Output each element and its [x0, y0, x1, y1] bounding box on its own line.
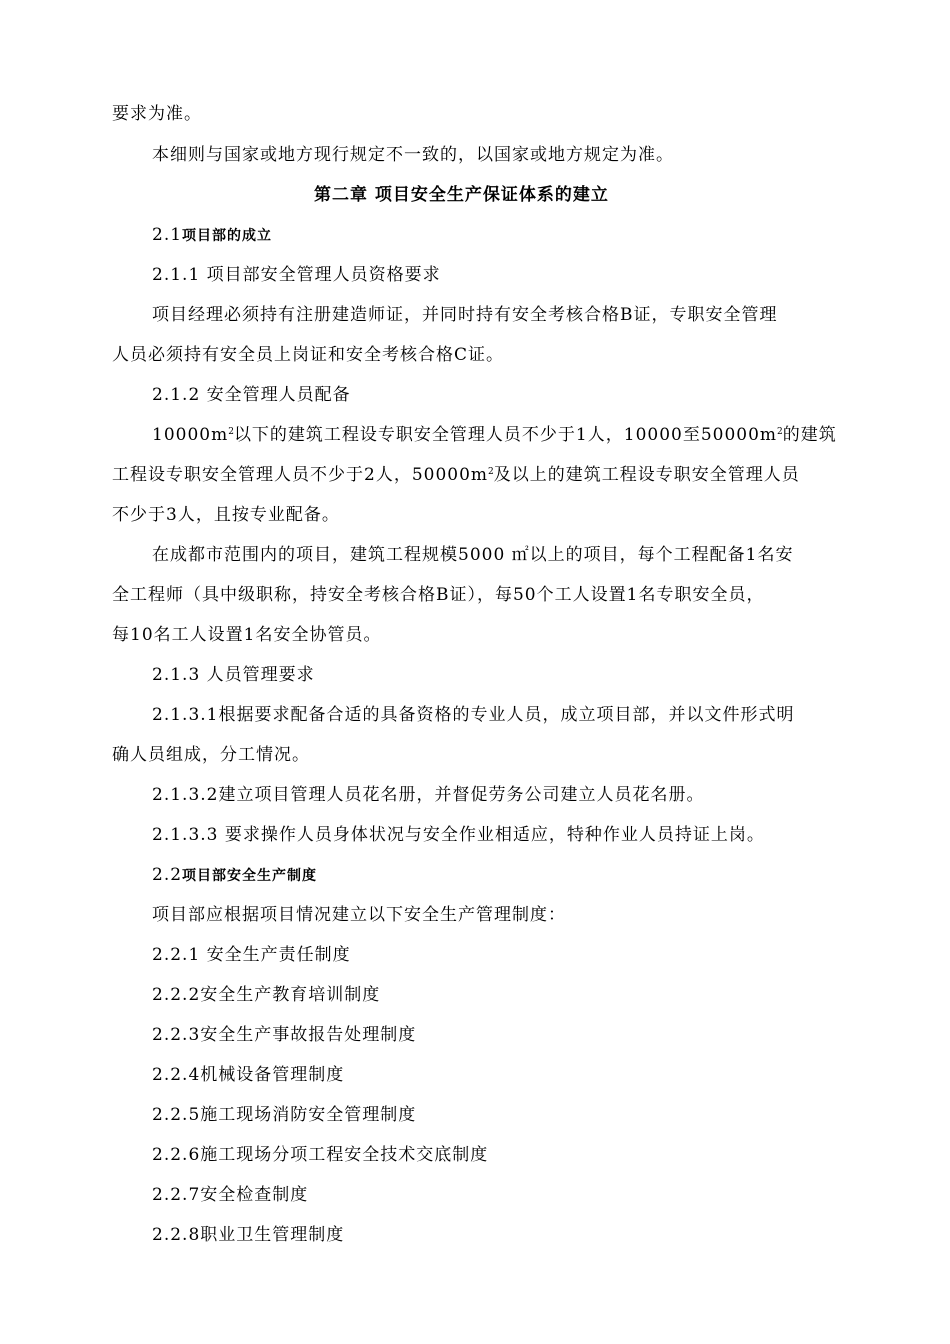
- section-number: 2.1: [152, 225, 183, 245]
- chapter-title: 第二章 项目安全生产保证体系的建立: [314, 185, 609, 205]
- list-item: 2.2.3安全生产事故报告处理制度: [152, 1025, 417, 1045]
- list-item: 2.2.6施工现场分项工程安全技术交底制度: [152, 1145, 489, 1165]
- paragraph-chengdu-line-3: 每10名工人设置1名安全协管员。: [112, 625, 382, 645]
- paragraph-qualification-line-1: 项目经理必须持有注册建造师证，并同时持有安全考核合格B证，专职安全管理: [152, 305, 778, 325]
- section-title: 项目部安全生产制度: [182, 868, 318, 884]
- list-item: 2.2.4机械设备管理制度: [152, 1065, 345, 1085]
- paragraph-staffing-line-3: 不少于3人，且按专业配备。: [112, 505, 340, 525]
- clause-2-1-3-1-line-1: 2.1.3.1根据要求配备合适的具备资格的专业人员，成立项目部，并以文件形式明: [152, 705, 795, 725]
- list-item: 2.2.1 安全生产责任制度: [152, 945, 351, 965]
- paragraph-qualification-line-2: 人员必须持有安全员上岗证和安全考核合格C证。: [112, 345, 505, 365]
- list-item: 2.2.5施工现场消防安全管理制度: [152, 1105, 417, 1125]
- paragraph-staffing-line-2: [112, 464, 800, 486]
- section-heading-2-1-2: 2.1.2 安全管理人员配备: [152, 385, 351, 405]
- list-item: 2.2.2安全生产教育培训制度: [152, 985, 381, 1005]
- section-heading-2-1-1: 2.1.1 项目部安全管理人员资格要求: [152, 265, 441, 285]
- text-run: 10000m: [152, 425, 229, 445]
- text-run: 以下的建筑工程设专职安全管理人员不少于1人，10000至50000m: [233, 425, 778, 445]
- list-item: 2.2.8职业卫生管理制度: [152, 1225, 345, 1245]
- section-heading-2-2: [152, 864, 317, 887]
- paragraph-staffing-line-1: [152, 424, 837, 446]
- section-number: 2.2: [152, 865, 183, 885]
- clause-2-1-3-3: 2.1.3.3 要求操作人员身体状况与安全作业相适应，特种作业人员持证上岗。: [152, 825, 765, 845]
- text-run: 的建筑: [782, 425, 837, 445]
- paragraph-continuation: 要求为准。: [112, 104, 202, 124]
- text-run: 工程设专职安全管理人员不少于2人，50000m: [112, 465, 489, 485]
- superscript: 2: [228, 427, 234, 437]
- clause-2-1-3-2: 2.1.3.2建立项目管理人员花名册，并督促劳务公司建立人员花名册。: [152, 785, 705, 805]
- list-item: 2.2.7安全检查制度: [152, 1185, 309, 1205]
- paragraph-systems-intro: 项目部应根据项目情况建立以下安全生产管理制度：: [152, 905, 566, 925]
- superscript: 2: [777, 427, 783, 437]
- paragraph-rule: 本细则与国家或地方现行规定不一致的，以国家或地方规定为准。: [152, 145, 674, 165]
- text-run: 及以上的建筑工程设专职安全管理人员: [493, 465, 800, 485]
- superscript: 2: [488, 467, 494, 477]
- paragraph-chengdu-line-2: 全工程师（具中级职称，持安全考核合格B证），每50个工人设置1名专职安全员，: [112, 585, 765, 605]
- paragraph-chengdu-line-1: 在成都市范围内的项目，建筑工程规模5000 ㎡以上的项目，每个工程配备1名安: [152, 545, 794, 565]
- section-heading-2-1: [152, 224, 272, 247]
- section-title: 项目部的成立: [182, 228, 273, 244]
- section-heading-2-1-3: 2.1.3 人员管理要求: [152, 665, 315, 685]
- clause-2-1-3-1-line-2: 确人员组成，分工情况。: [112, 745, 310, 765]
